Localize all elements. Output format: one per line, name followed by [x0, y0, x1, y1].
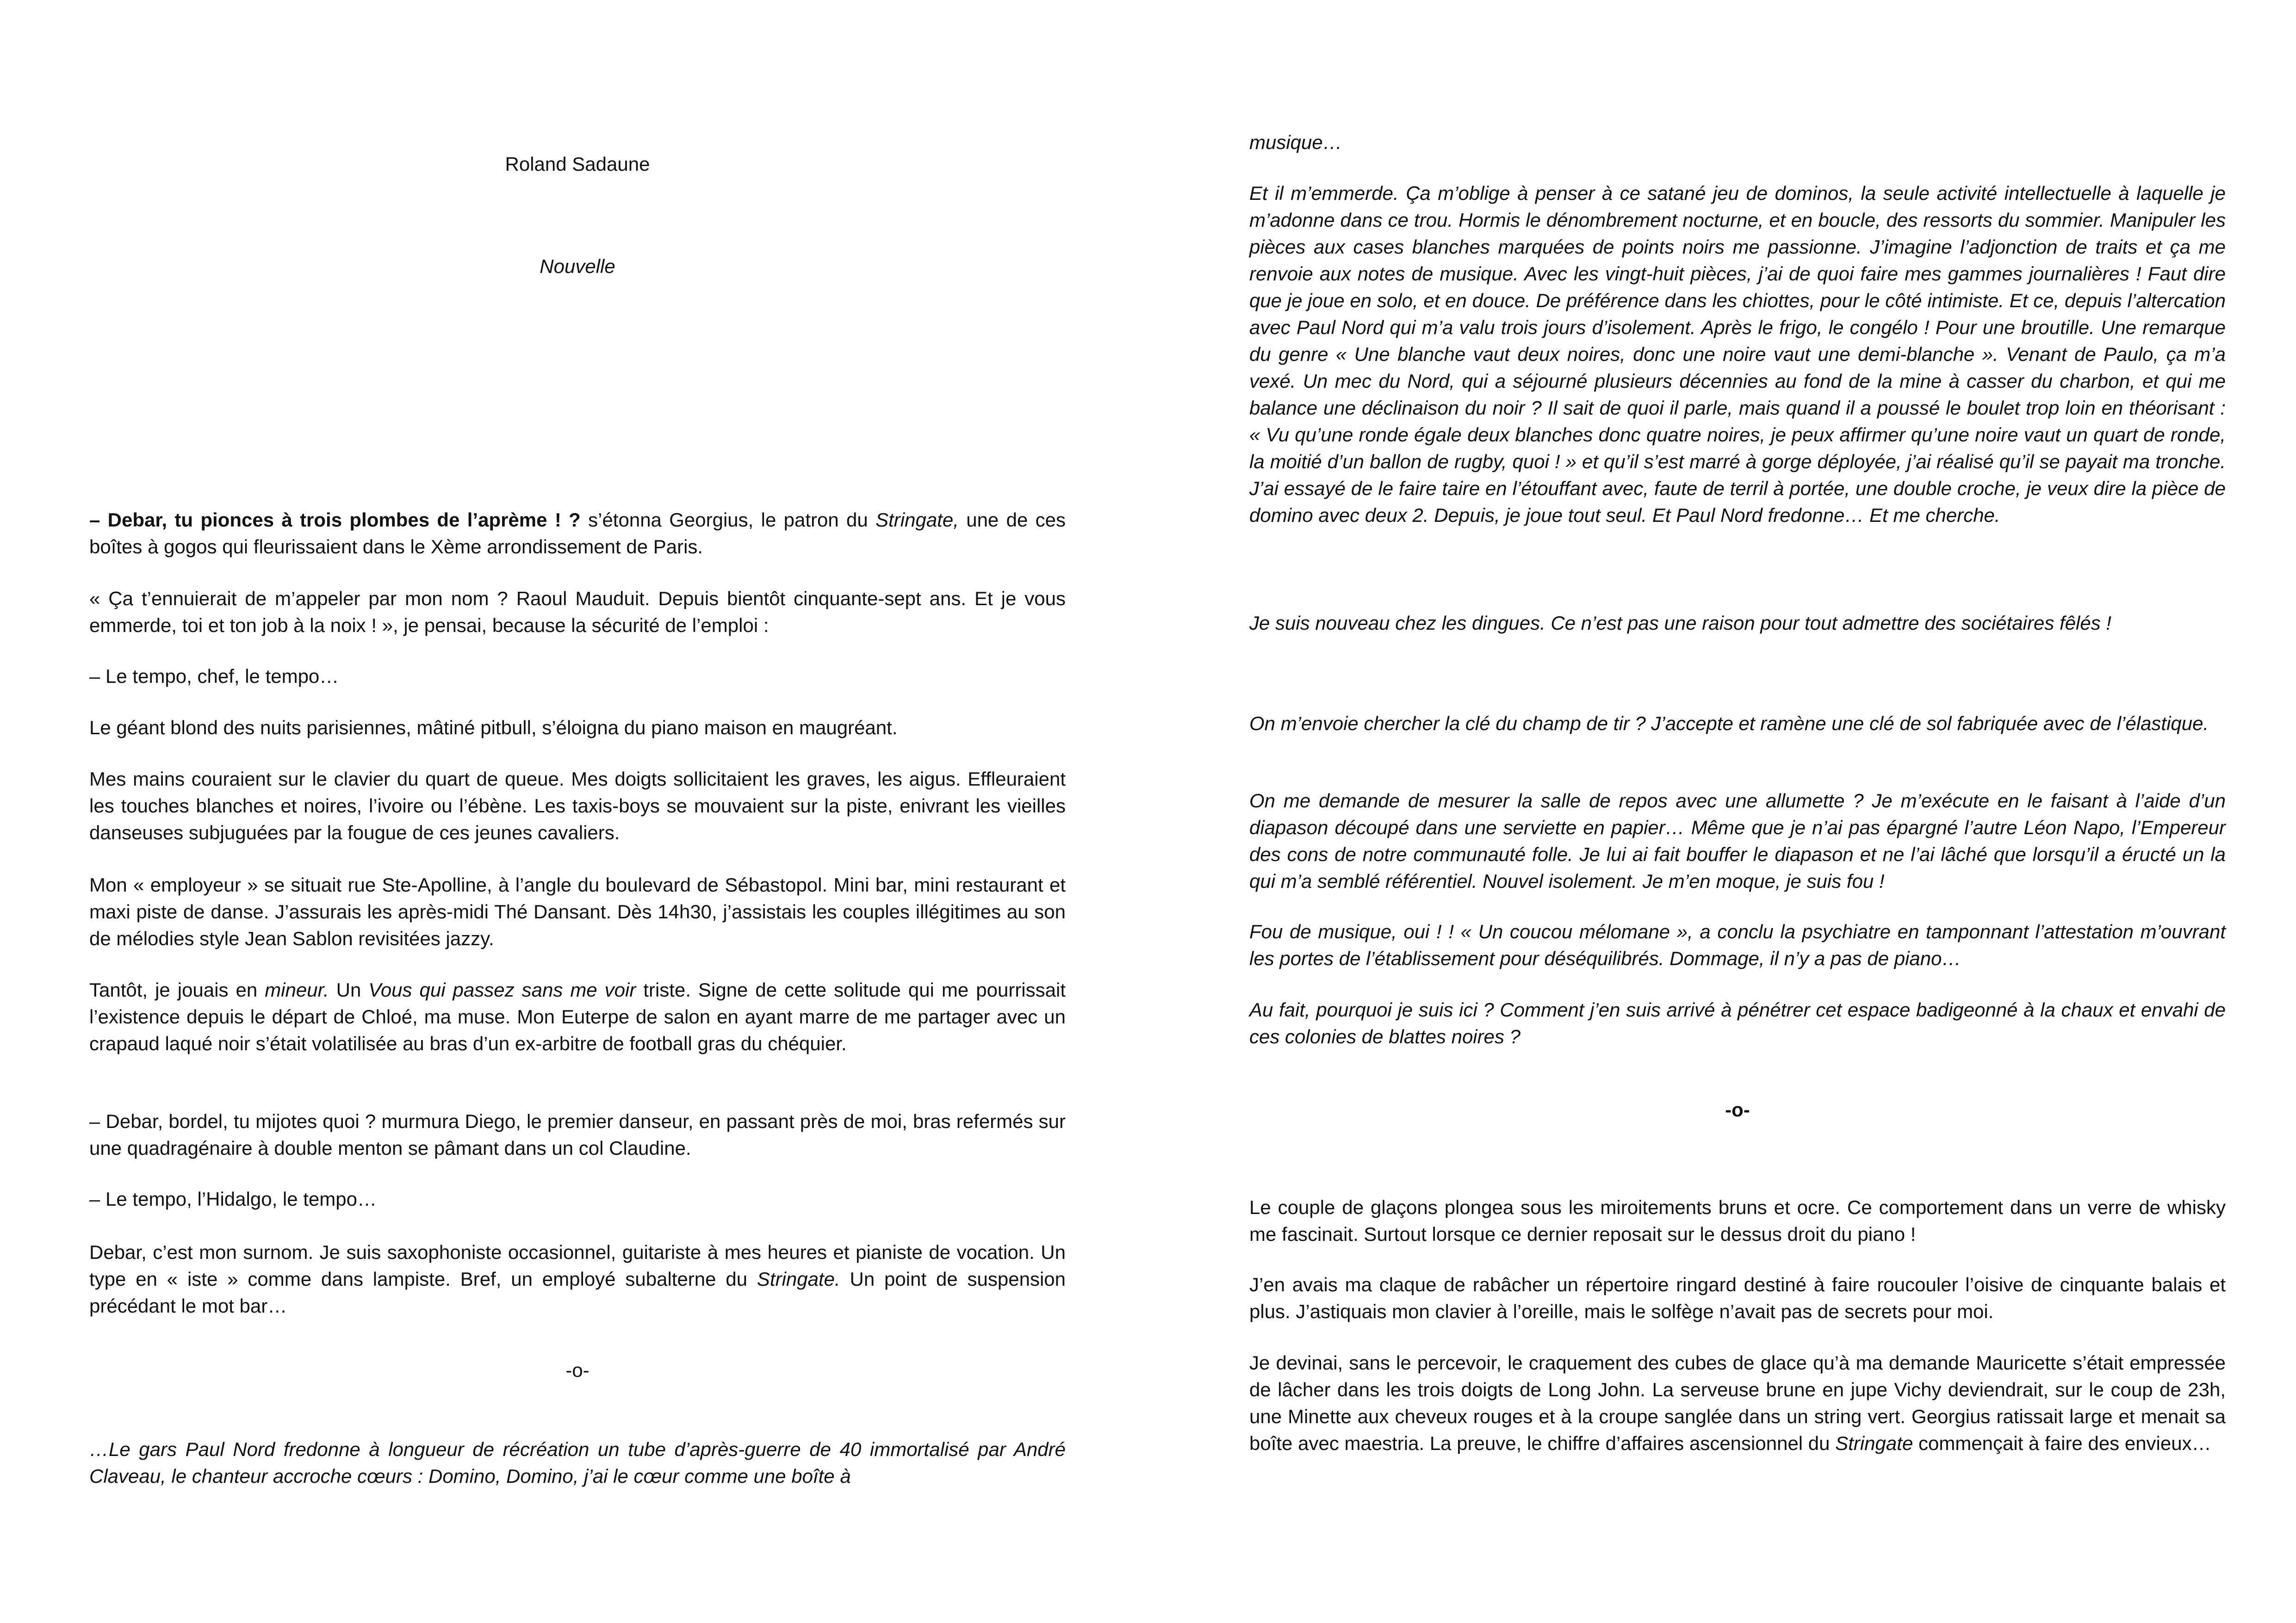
paragraph-r9: J’en avais ma claque de rabâcher un répertoire ringard destiné à faire roucouler l’oisive de cinquante balais et plus. J’astiquais mon clavier à l’oreille, mais le solfège n’avait pas de secrets pour moi. [1249, 1274, 2226, 1322]
paragraph-2: « Ça t’ennuierait de m’appeler par mon nom ? Raoul Mauduit. Depuis bientôt cinquante-sept ans. Et je vous emmerde, toi et ton job à la noix ! », je pensai, because la sécurité de l’emploi : [89, 588, 1066, 636]
paragraph-r3: Je suis nouveau chez les dingues. Ce n’est pas une raison pour tout admettre des sociétaires fêlés ! [1249, 612, 2112, 634]
text: Un point de suspension précédant le mot bar… [89, 1268, 1066, 1317]
text: Tantôt, je jouais en [89, 979, 265, 1001]
author-name: Roland Sadaune [505, 153, 650, 175]
paragraph-10 [89, 1239, 1066, 1319]
paragraph-r1: musique… [1249, 131, 1342, 153]
paragraph-r7: Au fait, pourquoi je suis ici ? Comment j’en suis arrivé à pénétrer cet espace badigeonné à la chaux et envahi de ces colonies de blattes noires ? [1249, 999, 2226, 1047]
paragraph-r6: Fou de musique, oui ! ! « Un coucou mélomane », a conclu la psychiatre en tamponnant l’attestation m’ouvrant les portes de l’établissement pour déséquilibrés. Dommage, il n’y a pas de piano… [1249, 921, 2226, 969]
genre-label: Nouvelle [540, 255, 615, 277]
song-title: Vous qui passez sans me voir [368, 979, 636, 1001]
text: Debar, c’est mon surnom. Je suis saxophoniste occasionnel, guitariste à mes heures et pianiste de vocation. Un type en « iste » comme dans lampiste. Bref, un employé subalterne du [89, 1241, 1066, 1290]
paragraph-6: Mon « employeur » se situait rue Ste-Apolline, à l’angle du boulevard de Sébastopol. Mini bar, mini restaurant et maxi piste de danse. J’assurais les après-midi Thé Dansant. Dès 14h30, j’assistais les couples illégitimes au son de mélodies style Jean Sablon revisitées jazzy. [89, 874, 1066, 949]
dialogue-bold: – Debar, tu pionces à trois plombes de l’aprème ! ? [89, 509, 581, 531]
text: Je devinai, sans le percevoir, le craquement des cubes de glace qu’à ma demande Mauricette s’était empressée de lâcher dans les trois doigts de Long John. La serveuse brune en jupe Vichy deviendrait, sur le coup de 23h, une Minette aux cheveux rouges et à la croupe sanglée dans un string vert. Georgius ratissait large et menait sa boîte avec maestria. La preuve, le chiffre d’affaires ascensionnel du [1249, 1352, 2226, 1454]
paragraph-9: – Le tempo, l’Hidalgo, le tempo… [89, 1188, 377, 1210]
paragraph-3: – Le tempo, chef, le tempo… [89, 665, 339, 687]
paragraph-4: Le géant blond des nuits parisiennes, mâtiné pitbull, s’éloigna du piano maison en maugréant. [89, 717, 898, 738]
paragraph-8: – Debar, bordel, tu mijotes quoi ? murmura Diego, le premier danseur, en passant près de moi, bras refermés sur une quadragénaire à double menton se pâmant dans un col Claudine. [89, 1110, 1066, 1159]
text: une de ces boîtes à gogos qui fleurissaient dans le Xème arrondissement de Paris. [89, 509, 1066, 558]
text-italic: Stringate. [757, 1268, 840, 1290]
paragraph-r4: On m’envoie chercher la clé du champ de tir ? J’accepte et ramène une clé de sol fabriquée avec de l’élastique. [1249, 712, 2209, 734]
paragraph-11: …Le gars Paul Nord fredonne à longueur de récréation un tube d’après-guerre de 40 immortalisé par André Claveau, le chanteur accroche cœurs : Domino, Domino, j’ai le cœur comme une boîte à [89, 1438, 1066, 1487]
section-separator: -o- [565, 1359, 590, 1381]
text: s’étonna Georgius, le patron du [580, 509, 876, 531]
paragraph-1 [89, 507, 1066, 560]
paragraph-7 [89, 977, 1066, 1057]
paragraph-5: Mes mains couraient sur le clavier du quart de queue. Mes doigts sollicitaient les graves, les aigus. Effleuraient les touches blanches et noires, l’ivoire ou l’ébène. Les taxis-boys se mouvaient sur la piste, enivrant les vieilles danseuses subjuguées par la fougue de ces jeunes cavaliers. [89, 768, 1066, 843]
paragraph-r8: Le couple de glaçons plongea sous les miroitements bruns et ocre. Ce comportement dans un verre de whisky me fascinait. Surtout lorsque ce dernier reposait sur le dessus droit du piano ! [1249, 1196, 2226, 1245]
text-italic: Stringate [1835, 1432, 1913, 1454]
paragraph-r2: Et il m’emmerde. Ça m’oblige à penser à ce satané jeu de dominos, la seule activité intellectuelle à laquelle je m’adonne dans ce trou. Hormis le dénombrement nocturne, et en boucle, des ressorts du sommier. Manipuler les pièces aux cases blanches marquées de points noirs me passionne. J’imagine l’adjonction de traits et ça me renvoie aux notes de musique. Avec les vingt-huit pièces, j’ai de quoi faire mes gammes journalières ! Faut dire que je joue en solo, et en douce. De préférence dans les chiottes, pour le côté intimiste. Et ce, depuis l’altercation avec Paul Nord qui m’a valu trois jours d’isolement. Après le frigo, le congélo ! Pour une broutille. Une remarque du genre « Une blanche vaut deux noires, donc une noire vaut une demi-blanche ». Venant de Paulo, ça m’a vexé. Un mec du Nord, qui a séjourné plusieurs décennies au fond de la mine à casser du charbon, et qui me balance une déclinaison du noir ? Il sait de quoi il parle, mais quand il a poussé le boulet trop loin en théorisant : « Vu qu’une ronde égale deux blanches donc quatre noires, je peux affirmer qu’une noire vaut un quart de ronde, la moitié d’un ballon de rugby, quoi ! » et qu’il s’est marré à gorge déployée, j’ai réalisé qu’il se payait ma tronche. J’ai essayé de le faire taire en l’étouffant avec, faute de terril à portée, une double croche, je veux dire la pièce de domino avec deux 2. Depuis, je joue tout seul. Et Paul Nord fredonne… Et me cherche. [1249, 182, 2226, 526]
paragraph-r5: On me demande de mesurer la salle de repos avec une allumette ? Je m’exécute en le faisant à l’aide d’un diapason découpé dans une serviette en papier… Même que je n’ai pas épargné l’autre Léon Napo, l’Empereur des cons de notre communauté folle. Je lui ai fait bouffer le diapason et ne l’ai lâché que lorsqu’il a éructé un la qui m’a semblé référentiel. Nouvel isolement. Je m’en moque, je suis fou ! [1249, 790, 2226, 892]
text: commençait à faire des envieux… [1913, 1432, 2211, 1454]
section-separator: -o- [1725, 1099, 1750, 1121]
text-italic: Stringate, [875, 509, 959, 531]
text: triste. Signe de cette solitude qui me pourrissait l’existence depuis le départ de Chloé, ma muse. Mon Euterpe de salon en ayant marre de me partager avec un crapaud laqué noir s’était volatilisée au bras d’un ex-arbitre de football gras du chéquier. [89, 979, 1066, 1054]
text-italic: mineur. [265, 979, 329, 1001]
text: Un [329, 979, 369, 1001]
paragraph-r10 [1249, 1350, 2226, 1457]
